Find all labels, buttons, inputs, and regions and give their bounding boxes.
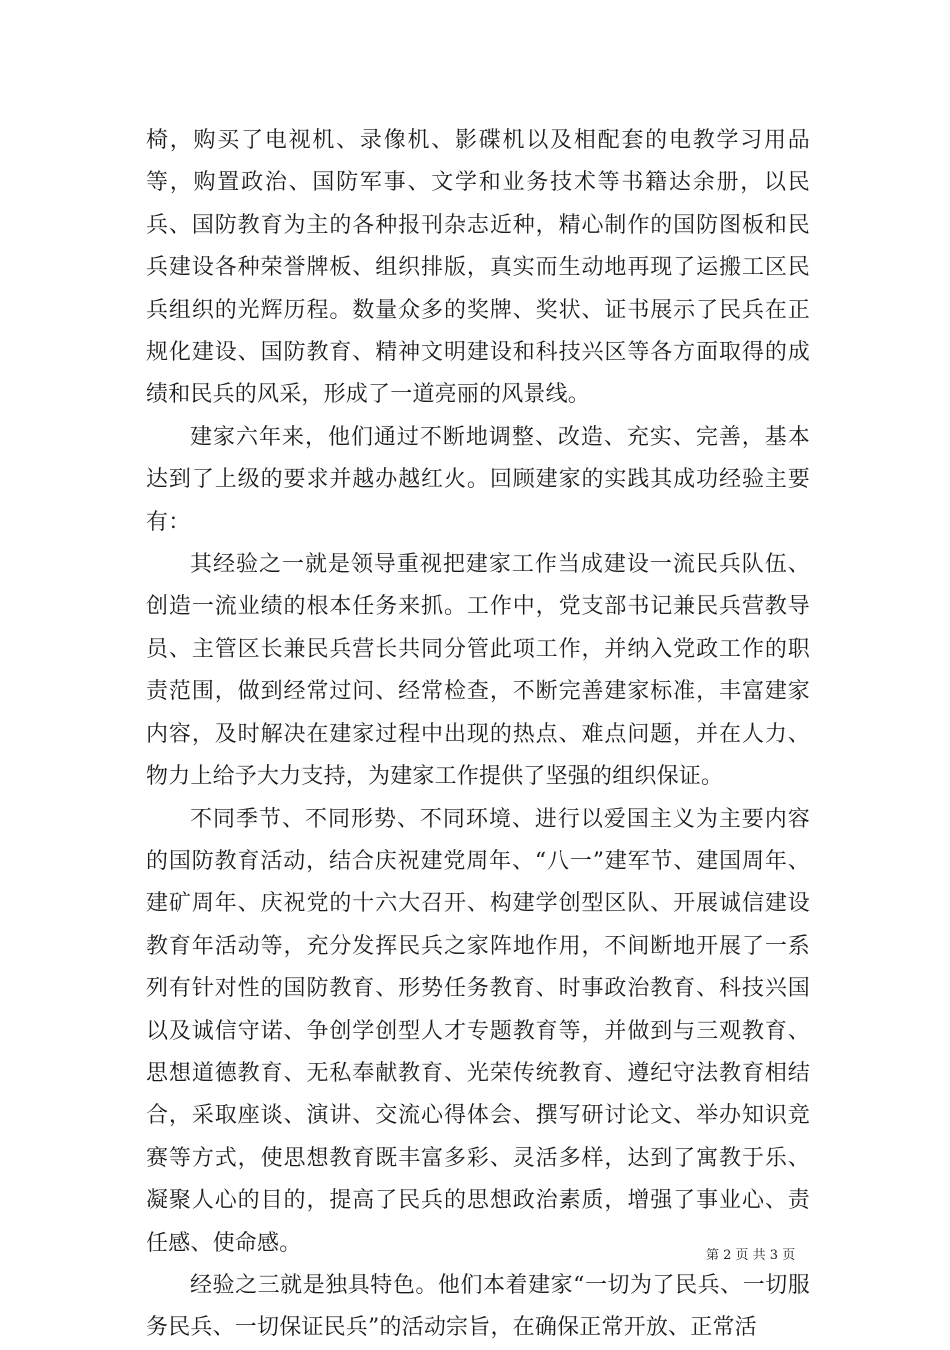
paragraph-1: 椅，购买了电视机、录像机、影碟机以及相配套的电教学习用品等，购置政治、国防军事、文学和业务技术等书籍达余册，以民兵、国防教育为主的各种报刊杂志近种，精心制作的国防图板和民兵建设各种荣誉牌板、组织排版，真实而生动地再现了运搬工区民兵组织的光辉历程。数量众多的奖牌、奖状、证书展示了民兵在正规化建设、国防教育、精神文明建设和科技兴区等各方面取得的成绩和民兵的风采，形成了一道亮丽的风景线。 <box>146 128 810 408</box>
paragraph-4: 不同季节、不同形势、不同环境、进行以爱国主义为主要内容的国防教育活动，结合庆祝建党周年、“八一”建军节、建国周年、建矿周年、庆祝党的十六大召开、构建学创型区队、开展诚信建设教育年活动等，充分发挥民兵之家阵地作用，不间断地开展了一系列有针对性的国防教育、形势任务教育、时事政治教育、科技兴国以及诚信守诺、争创学创型人才专题教育等，并做到与三观教育、思想道德教育、无私奉献教育、光荣传统教育、遵纪守法教育相结合，采取座谈、演讲、交流心得体会、撰写研讨论文、举办知识竞赛等方式，使思想教育既丰富多彩、灵活多样，达到了寓教于乐、凝聚人心的目的，提高了民兵的思想政治素质，增强了事业心、责任感、使命感。 <box>146 806 810 1256</box>
document-body <box>146 120 810 1350</box>
paragraph-2: 建家六年来，他们通过不断地调整、改造、充实、完善，基本达到了上级的要求并越办越红火。回顾建家的实践其成功经验主要有： <box>146 424 810 535</box>
paragraph-3: 其经验之一就是领导重视把建家工作当成建设一流民兵队伍、创造一流业绩的根本任务来抓。工作中，党支部书记兼民兵营教导员、主管区长兼民兵营长共同分管此项工作，并纳入党政工作的职责范围，做到经常过问、经常检查，不断完善建家标准，丰富建家内容，及时解决在建家过程中出现的热点、难点问题，并在人力、物力上给予大力支持，为建家工作提供了坚强的组织保证。 <box>146 552 810 790</box>
paragraph-5: 经验之三就是独具特色。他们本着建家“一切为了民兵、一切服务民兵、一切保证民兵”的活动宗旨，在确保正常开放、正常活 <box>146 1272 810 1341</box>
page-number-footer: 第 2 页 共 3 页 <box>706 1248 796 1263</box>
